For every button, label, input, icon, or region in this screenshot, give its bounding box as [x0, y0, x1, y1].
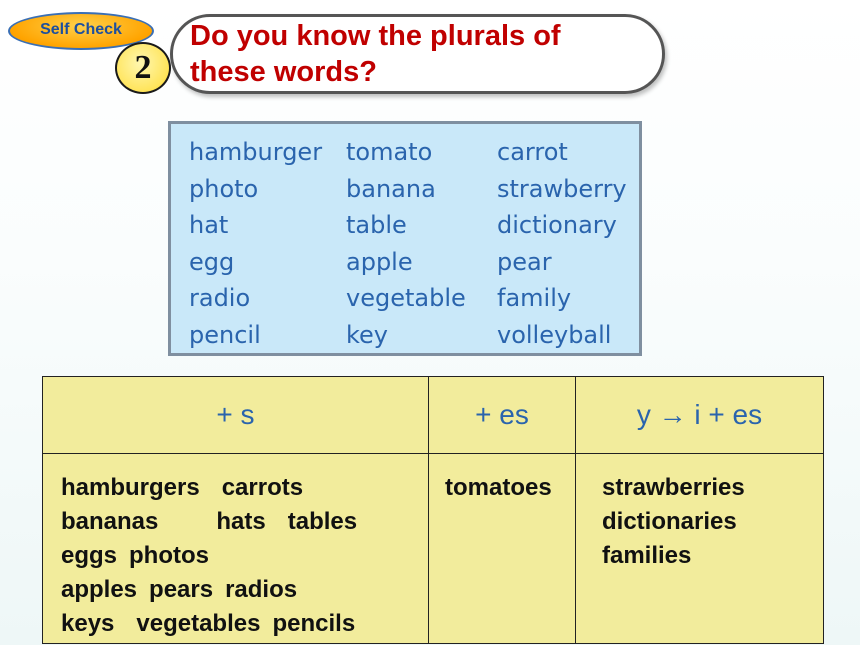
answer-word: families: [602, 542, 692, 569]
plurals-table: [42, 376, 824, 644]
cell-ies-words: [576, 454, 824, 644]
header-plus-s: + s: [43, 377, 429, 454]
answer-line: [61, 471, 428, 505]
title-line-2: these words?: [190, 56, 377, 88]
answer-line: [61, 539, 428, 573]
word-column-2: [346, 134, 466, 353]
word-item: volleyball: [497, 320, 612, 349]
word-column-3: [497, 134, 627, 353]
answer-word: keys: [61, 610, 115, 637]
answer-word: bananas: [61, 508, 159, 535]
word-item: carrot: [497, 138, 568, 166]
answer-word: tables: [287, 508, 358, 535]
word-item: banana: [346, 174, 436, 203]
cell-plus-s-words: [43, 454, 429, 644]
word-list-box: [168, 121, 642, 356]
word-item: dictionary: [497, 211, 617, 239]
answer-word: tomatoes: [445, 474, 552, 501]
word-item: apple: [346, 247, 413, 276]
answer-word: apples: [61, 576, 138, 603]
word-item: egg: [189, 247, 235, 276]
title-line-1: Do you know the plurals of: [190, 20, 561, 52]
word-item: pencil: [189, 320, 261, 349]
answer-line: [61, 505, 428, 539]
cell-plus-es-words: [429, 454, 576, 644]
answer-word: pears: [149, 576, 214, 603]
word-item: hat: [189, 211, 229, 239]
answer-word: radios: [225, 576, 298, 603]
answer-word: pencils: [272, 610, 356, 637]
page-title: [190, 18, 650, 90]
word-item: family: [497, 284, 572, 312]
header-plus-es: + es: [429, 377, 576, 454]
number-label: 2: [134, 49, 152, 86]
word-item: radio: [189, 284, 251, 312]
word-item: tomato: [346, 138, 433, 166]
answer-word: hats: [216, 508, 266, 535]
answer-word: vegetables: [136, 610, 261, 637]
answer-line: [61, 573, 428, 607]
header-y-to-ies: y → i + es: [576, 377, 824, 454]
answer-word: photos: [129, 542, 209, 569]
word-item: strawberry: [497, 174, 627, 203]
word-item: photo: [189, 174, 259, 203]
answer-word: dictionaries: [602, 508, 737, 535]
answer-word: hamburgers: [61, 474, 200, 501]
number-badge: [115, 42, 171, 94]
answer-line: [61, 607, 428, 641]
word-item: pear: [497, 247, 552, 276]
self-check-label: Self Check: [40, 21, 122, 38]
answer-word: carrots: [221, 474, 304, 501]
answer-word: strawberries: [602, 474, 745, 501]
answer-word: eggs: [61, 542, 118, 569]
word-item: key: [346, 320, 389, 349]
word-item: hamburger: [189, 138, 323, 166]
word-item: vegetable: [346, 284, 466, 312]
word-column-1: [189, 134, 322, 353]
table-header-row: [43, 377, 824, 454]
table-row: [43, 454, 824, 644]
word-item: table: [346, 211, 407, 239]
